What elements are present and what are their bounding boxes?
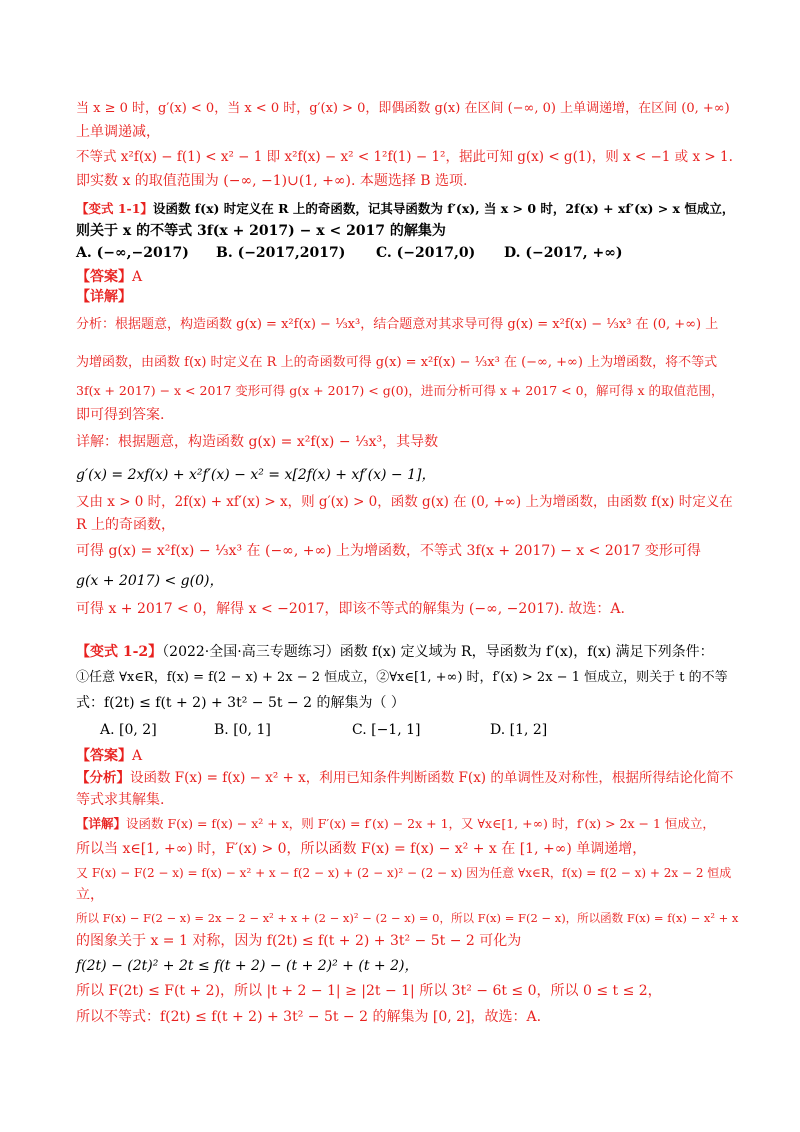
solution-line: 即实数 x 的取值范围为 (−∞, −1)∪(1, +∞). 本题选择 B 选项. — [76, 173, 468, 189]
solution-line: 立， — [76, 887, 104, 903]
solution-line: R 上的奇函数， — [76, 517, 175, 533]
answer-tag: 【答案】 — [76, 748, 132, 764]
solution-line: 又由 x > 0 时，2f(x) + xf′(x) > x，则 g′(x) > 0，函数 g(x) 在 (0, +∞) 上为增函数，由函数 f(x) 时定义在 — [76, 494, 733, 510]
question-line: ①任意 ∀x∈R，f(x) = f(2 − x) + 2x − 2 恒成立，②∀x∈[1, +∞) 时，f′(x) > 2x − 1 恒成立，则关于 t 的不等 — [76, 670, 728, 685]
solution-line: 可得 g(x) = x²f(x) − ⅓x³ 在 (−∞, +∞) 上为增函数，不等式 3f(x + 2017) − x < 2017 变形可得 — [76, 543, 701, 559]
solution-line: 不等式 x²f(x) − f(1) < x² − 1 即 x²f(x) − x² < 1²f(1) − 1²，据此可知 g(x) < g(1)，则 x < −1 或 x > 1. — [76, 149, 733, 165]
solution-line: 可得 x + 2017 < 0，解得 x < −2017，即该不等式的解集为 (−∞, −2017). 故选：A. — [76, 601, 625, 617]
detail-tag: 【详解】 — [76, 289, 132, 305]
solution-line: 当 x ≥ 0 时，g′(x) < 0，当 x < 0 时，g′(x) > 0，即偶函数 g(x) 在区间 (−∞, 0) 上单调递增，在区间 (0, +∞) — [76, 101, 730, 116]
variant-1-2-question — [76, 641, 736, 663]
analysis-tag: 【分析】 — [76, 770, 130, 786]
solution-line: 所以 F(2t) ≤ F(t + 2)，所以 |t + 2 − 1| ≥ |2t − 1| 所以 3t² − 6t ≤ 0，所以 0 ≤ t ≤ 2， — [76, 983, 662, 999]
analysis-text: 设函数 F(x) = f(x) − x² + x，利用已知条件判断函数 F(x) 的单调性及对称性，根据所得结论化简不 — [130, 770, 734, 786]
answer-value: A — [132, 269, 143, 285]
solution-line: 3f(x + 2017) − x < 2017 变形可得 g(x + 2017) < g(0)，进而分析可得 x + 2017 < 0，解可得 x 的取值范围， — [76, 383, 724, 398]
solution-line: 所以 F(x) − F(2 − x) = 2x − 2 − x² + x + (2 − x)² − (2 − x) = 0，所以 F(x) = F(2 − x)，所以函数 F(x) = f(x) − x² + x — [76, 911, 739, 925]
detail-text: 设函数 F(x) = f(x) − x² + x，则 F′(x) = f′(x) − 2x + 1，又 ∀x∈[1, +∞) 时，f′(x) > 2x − 1 恒成立， — [126, 816, 715, 831]
solution-line: 所以不等式：f(2t) ≤ f(t + 2) + 3t² − 5t − 2 的解集为 [0, 2]，故选：A. — [76, 1009, 542, 1025]
question-line: 则关于 x 的不等式 3f(x + 2017) − x < 2017 的解集为 — [76, 223, 446, 239]
formula-line: f(2t) − (2t)² + 2t ≤ f(t + 2) − (t + 2)² + (t + 2)， — [76, 958, 419, 974]
detail-line — [76, 813, 736, 835]
question-line: 式：f(2t) ≤ f(t + 2) + 3t² − 5t − 2 的解集为（ ） — [76, 695, 405, 711]
option-c: C. [−1, 1] — [352, 722, 421, 738]
option-b: B. (−2017,2017) — [216, 245, 346, 261]
analysis-line — [76, 767, 736, 789]
option-c: C. (−2017,0) — [376, 245, 476, 261]
option-d: D. [1, 2] — [490, 722, 548, 738]
answer-line — [76, 266, 736, 288]
solution-line: 分析：根据题意，构造函数 g(x) = x²f(x) − ⅓x³，结合题意对其求导可得 g(x) = x²f(x) − ⅓x³ 在 (0, +∞) 上 — [76, 317, 719, 332]
solution-line: 为增函数，由函数 f(x) 时定义在 R 上的奇函数可得 g(x) = x²f(x) − ⅓x³ 在 (−∞, +∞) 上为增函数，将不等式 — [76, 355, 718, 370]
solution-line: 又 F(x) − F(2 − x) = f(x) − x² + x − f(2 − x) + (2 − x)² − (2 − x) 因为任意 ∀x∈R，f(x) = f(2 − x) + 2x − 2 恒成 — [76, 866, 732, 880]
variant-tag: 【变式 1-2】 — [76, 644, 163, 660]
answer-line — [76, 745, 736, 767]
formula-line: g′(x) = 2xf(x) + x²f′(x) − x² = x[2f(x) + xf′(x) − 1]， — [76, 467, 436, 483]
option-d: D. (−2017, +∞) — [504, 245, 623, 261]
option-b: B. [0, 1] — [214, 722, 271, 738]
variant-tag: 【变式 1-1】 — [76, 201, 153, 216]
option-a: A. [0, 2] — [100, 722, 157, 738]
detail-tag: 【详解】 — [76, 816, 127, 831]
solution-line: 详解：根据题意，构造函数 g(x) = x²f(x) − ⅓x³，其导数 — [76, 434, 439, 450]
solution-line: 上单调递减， — [76, 124, 160, 140]
solution-line: 即可得到答案. — [76, 407, 165, 423]
solution-line: 等式求其解集. — [76, 792, 165, 808]
answer-value: A — [132, 748, 143, 764]
solution-line: 的图象关于 x = 1 对称，因为 f(2t) ≤ f(t + 2) + 3t² − 5t − 2 可化为 — [76, 933, 522, 949]
variant-1-1-question — [76, 198, 736, 220]
question-text: 设函数 f(x) 时定义在 R 上的奇函数，记其导函数为 f′(x), 当 x > 0 时，2f(x) + xf′(x) > x 恒成立， — [152, 201, 735, 216]
formula-line: g(x + 2017) < g(0)， — [76, 573, 224, 589]
question-text: （2022·全国·高三专题练习）函数 f(x) 定义域为 R，导函数为 f′(x)，f(x) 满足下列条件： — [162, 644, 714, 660]
option-a: A. (−∞,−2017) — [76, 245, 189, 261]
solution-line: 所以当 x∈[1, +∞) 时，F′(x) > 0，所以函数 F(x) = f(x) − x² + x 在 [1, +∞) 单调递增， — [76, 841, 647, 857]
answer-tag: 【答案】 — [76, 269, 132, 285]
